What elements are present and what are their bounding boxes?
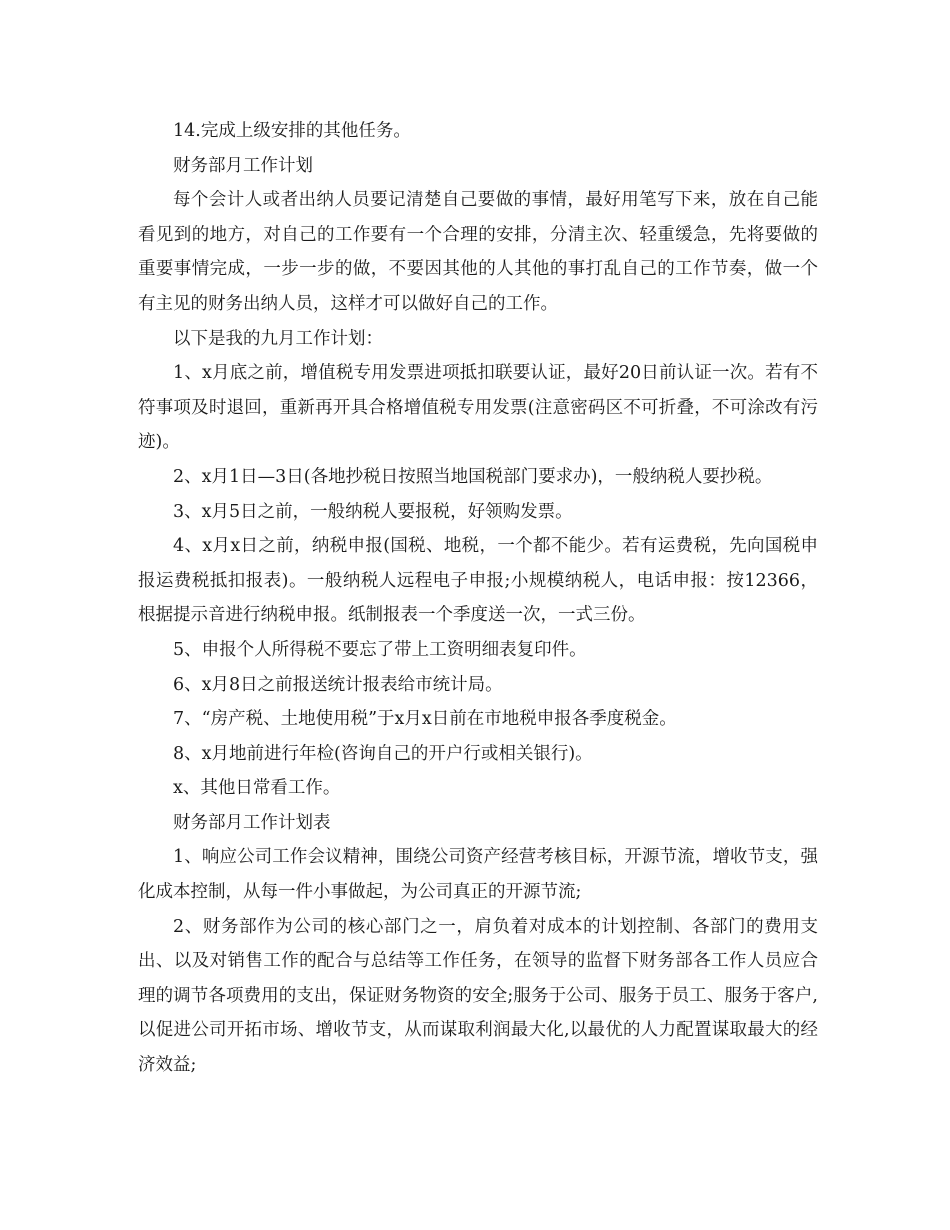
heading-monthly-plan: 财务部月工作计划	[173, 155, 313, 176]
list-item-3: 3、x月5日之前，一般纳税人要报税，好领购发票。	[173, 501, 573, 522]
list-item-1: 1、x月底之前，增值税专用发票进项抵扣联要认证，最好20日前认证一次。若有不符事项及时退回，重新再开具合格增值税专用发票(注意密码区不可折叠，不可涂改有污迹)。	[138, 363, 818, 453]
table-item-2: 2、财务部作为公司的核心部门之一，肩负着对成本的计划控制、各部门的费用支出、以及对销售工作的配合与总结等工作任务，在领导的监督下财务部各工作人员应合理的调节各项费用的支出，保证财务物资的安全;服务于公司、服务于员工、服务于客户,以促进公司开拓市场、增收节支，从而谋取利润最大化,以最优的人力配置谋取最大的经济效益;	[138, 916, 818, 1076]
list-item-x: x、其他日常看工作。	[173, 778, 341, 799]
list-item-4: 4、x月x日之前，纳税申报(国税、地税，一个都不能少。若有运费税，先向国税申报运费税抵扣报表)。一般纳税人远程电子申报;小规模纳税人，电话申报：按12366，根据提示音进行纳税申报。纸制报表一个季度送一次，一式三份。	[138, 536, 818, 626]
list-item-5: 5、申报个人所得税不要忘了带上工资明细表复印件。	[173, 639, 587, 660]
list-item-6: 6、x月8日之前报送统计报表给市统计局。	[173, 674, 503, 695]
list-item-7: 7、“房产税、土地使用税”于x月x日前在市地税申报各季度税金。	[173, 709, 677, 730]
paragraph-task-14: 14.完成上级安排的其他任务。	[173, 121, 411, 141]
paragraph-september-plan: 以下是我的九月工作计划：	[173, 328, 383, 349]
heading-monthly-plan-table: 财务部月工作计划表	[173, 812, 331, 833]
table-item-1: 1、响应公司工作会议精神，围绕公司资产经营考核目标，开源节流，增收节支，强化成本控制，从每一件小事做起，为公司真正的开源节流;	[138, 847, 818, 903]
list-item-8: 8、x月地前进行年检(咨询自己的开户行或相关银行)。	[173, 743, 593, 764]
list-item-2: 2、x月1日—3日(各地抄税日按照当地国税部门要求办)，一般纳税人要抄税。	[173, 466, 773, 487]
document-body	[138, 114, 818, 1083]
paragraph-intro: 每个会计人或者出纳人员要记清楚自己要做的事情，最好用笔写下来，放在自己能看见到的地方，对自己的工作要有一个合理的安排，分清主次、轻重缓急，先将要做的重要事情完成，一步一步的做，不要因其他的人其他的事打乱自己的工作节奏，做一个有主见的财务出纳人员，这样才可以做好自己的工作。	[138, 190, 818, 314]
